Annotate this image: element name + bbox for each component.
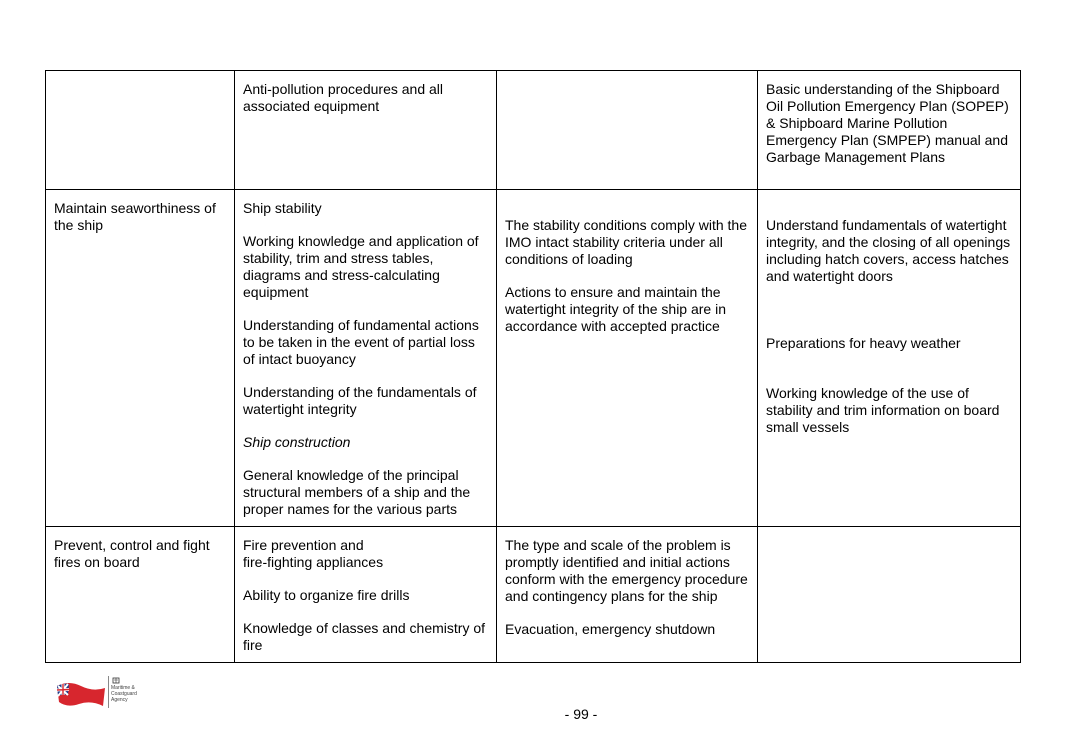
page-number: - 99 - (564, 706, 598, 722)
criteria-cell (758, 190, 1021, 527)
criteria-cell (758, 527, 1021, 663)
knowledge-text: Knowledge of classes and chemistry of fire (243, 620, 486, 653)
knowledge-text: Understanding of the fundamentals of watertight integrity (243, 384, 477, 417)
methods-text: Actions to ensure and maintain the watertight integrity of the ship are in accordance with accepted practice (505, 284, 727, 334)
table-row (46, 71, 1021, 190)
knowledge-text: Working knowledge and application of stability, trim and stress tables, diagrams and stress-calculating equipment (243, 233, 479, 300)
knowledge-cell (235, 190, 497, 527)
criteria-text: Preparations for heavy weather (766, 335, 961, 351)
agency-name-line: Agency (111, 697, 128, 703)
crest-icon (112, 677, 120, 684)
knowledge-text: Fire prevention and (243, 537, 364, 553)
methods-text: Evacuation, emergency shutdown (505, 621, 716, 637)
knowledge-text: Ship stability (243, 200, 322, 216)
agency-logo (55, 676, 165, 710)
knowledge-text: Anti-pollution procedures and all associated equipment (243, 81, 444, 114)
knowledge-text: Ability to organize fire drills (243, 587, 410, 603)
agency-name-line: Coastguard (111, 691, 137, 697)
criteria-cell (758, 71, 1021, 190)
competence-cell (46, 71, 235, 190)
agency-name-line: Maritime & (111, 685, 135, 691)
table-row (46, 190, 1021, 527)
knowledge-cell (235, 527, 497, 663)
knowledge-text: fire-fighting appliances (243, 554, 384, 570)
knowledge-text: Understanding of fundamental actions to be taken in the event of partial loss of intact buoyancy (243, 317, 479, 367)
methods-cell (497, 190, 758, 527)
knowledge-cell (235, 71, 497, 190)
criteria-text: Basic understanding of the Shipboard Oil Pollution Emergency Plan (SOPEP) & Shipboard Marine Pollution Emergency Plan (SMPEP) manual and Garbage Management Plans (766, 81, 1009, 165)
agency-name (111, 685, 137, 703)
red-ensign-flag-icon (55, 676, 107, 710)
methods-text: The type and scale of the problem is promptly identified and initial actions conform with the emergency procedure and contingency plans for the ship (505, 537, 748, 604)
criteria-text: Understand fundamentals of watertight integrity, and the closing of all openings including hatch covers, access hatches and watertight doors (766, 217, 1011, 284)
table-row (46, 527, 1021, 663)
criteria-text: Working knowledge of the use of stability and trim information on board small vessels (766, 385, 1000, 435)
methods-cell (497, 71, 758, 190)
competence-table (45, 70, 1021, 663)
knowledge-subheading: Ship construction (243, 434, 351, 450)
knowledge-text: General knowledge of the principal structural members of a ship and the proper names for the various parts (243, 467, 471, 517)
methods-cell (497, 527, 758, 663)
competence-cell: Prevent, control and fight fires on board (46, 527, 235, 663)
competence-cell: Maintain seaworthiness of the ship (46, 190, 235, 527)
methods-text: The stability conditions comply with the IMO intact stability criteria under all conditions of loading (505, 217, 747, 267)
